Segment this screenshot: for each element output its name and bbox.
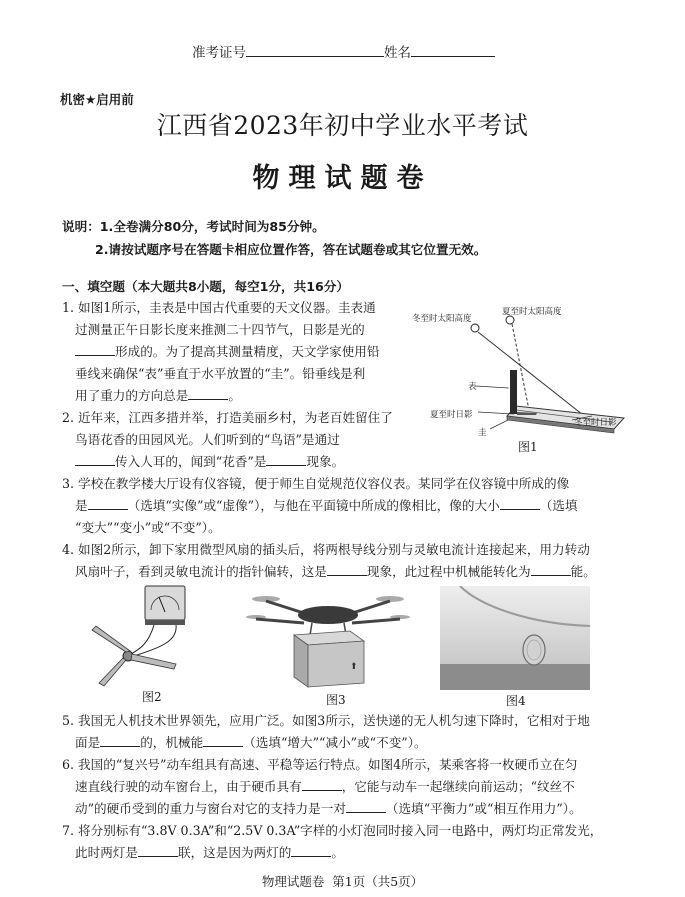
- q3-line-1: 3. 学校在教学楼大厅设有仪容镜，便于师生自觉规范仪容仪表。某同学在仪容镜中所成的像: [62, 476, 570, 491]
- summer-shadow-label: 夏至时日影: [430, 410, 473, 420]
- coin-icon: [523, 635, 545, 665]
- fan-blade-1: [92, 626, 130, 652]
- figure-3-caption: 图3: [326, 693, 346, 707]
- arm-4: [352, 619, 400, 623]
- secret-label: 机密★启用前: [60, 92, 134, 107]
- gui-pointer: [490, 420, 508, 429]
- section-1-title: 一、填空题（本大题共8小题，每空1分，共16分）: [62, 279, 349, 294]
- name-field[interactable]: [411, 40, 495, 57]
- q3-blank-2[interactable]: [500, 495, 540, 510]
- windowsill: [440, 664, 590, 690]
- q1-line-4: 垂线来确保“表”垂直于水平放置的“圭”。铅垂线是利: [75, 366, 366, 381]
- q6-blank-1[interactable]: [302, 776, 342, 791]
- galvanometer-base: [145, 620, 185, 625]
- q4-line-2-end: 能。: [570, 564, 596, 579]
- page-footer: 物理试题卷 第1页（共5页）: [261, 874, 424, 889]
- q5-blank-1[interactable]: [100, 732, 140, 747]
- ticket-number-label: 准考证号: [192, 45, 246, 61]
- figure-4-caption: 图4: [506, 694, 526, 708]
- fan-galvanometer-image: [88, 580, 228, 688]
- wire-1: [131, 625, 154, 654]
- fan-blade-3: [99, 658, 126, 686]
- figure-4: [440, 586, 590, 710]
- summer-sun-icon: [506, 316, 514, 324]
- q4-line-1: 4. 如图2所示，卸下家用微型风扇的插头后，将两根导线分别与灵敏电流计连接起来，用力转动: [62, 542, 590, 557]
- question-1: [62, 297, 379, 407]
- gui-label: 圭: [478, 428, 487, 438]
- notes-line-2: 2.请按试题序号在答题卡相应位置作答，答在试题卷或其它位置无效。: [95, 242, 487, 257]
- notes-line-1: 1.全卷满分80分，考试时间为85分钟。: [99, 219, 325, 234]
- q2-line-2: 鸟语花香的田园风光。人们听到的“鸟语”是通过: [75, 432, 340, 447]
- notes-label: 说明：: [62, 219, 100, 234]
- q7-line-2-mid: 联，这是因为两灯的: [177, 845, 292, 860]
- question-6: [62, 754, 582, 820]
- question-3: [62, 473, 577, 539]
- q3-blank-1[interactable]: [88, 495, 128, 510]
- q4-line-2-mid: 现象，此过程中机械能转化为: [366, 564, 531, 579]
- q7-line-1: 7. 将分别标有“3.8V 0.3A”和“2.5V 0.3A”字样的小灯泡同时接入同一电路中，两灯均正常发光，: [62, 823, 603, 838]
- q3-line-2-end: （选填: [539, 498, 578, 513]
- q3-line-2-mid: （选填“实像”或“虚像”），与他在平面镜中所成的像相比，像的大小: [127, 498, 500, 513]
- q7-line-2: 此时两灯是: [75, 845, 138, 860]
- figure-2: [88, 580, 228, 708]
- exam-id-header: [192, 40, 495, 61]
- q7-blank-2[interactable]: [291, 842, 331, 857]
- q1-line-3: 形成的。为了提高其测量精度，天文学家使用铅: [115, 344, 380, 359]
- question-4: [62, 539, 596, 583]
- q2-line-3-end: 现象。: [306, 454, 345, 469]
- notes: [62, 215, 486, 261]
- delivery-drone-image: [238, 583, 418, 689]
- q6-line-2: 速直线行驶的动车窗台上，由于硬币具有: [75, 779, 302, 794]
- name-label: 姓名: [384, 45, 411, 61]
- q5-line-2-mid: 的，机械能: [140, 735, 204, 750]
- fan-blade-2: [131, 654, 176, 669]
- question-5: [62, 710, 590, 754]
- q4-blank-2[interactable]: [531, 561, 571, 576]
- q5-line-2-end: （选填“增大”“减小”或“不变”）。: [243, 735, 427, 750]
- q1-line-2: 过测量正午日影长度来推测二十四节气，日影是光的: [75, 322, 365, 337]
- q1-blank-1[interactable]: [75, 341, 115, 356]
- question-2: [62, 407, 393, 473]
- winter-sun-icon: [471, 324, 479, 332]
- q2-blank-1[interactable]: [75, 451, 115, 466]
- q6-blank-2[interactable]: [346, 798, 386, 813]
- q3-line-3: “变大”“变小”或“不变”）。: [75, 520, 221, 535]
- exam-title: 江西省2023年初中学业水平考试: [156, 111, 529, 140]
- winter-sun-label: 冬至时太阳高度: [412, 314, 472, 324]
- svg-text:⬆: ⬆: [350, 662, 358, 672]
- wire-2: [134, 625, 176, 656]
- biao-label: 表: [468, 382, 477, 392]
- q6-line-1: 6. 我国的“复兴号”动车组具有高速、平稳等运行特点。如图4所示，某乘客将一枚硬币立在匀: [62, 757, 578, 772]
- biao-pole: [510, 370, 517, 414]
- q7-line-2-end: 。: [331, 845, 344, 860]
- q6-line-3-end: （选填“平衡力”或“相互作用力”）。: [385, 801, 582, 816]
- q2-line-1: 2. 近年来，江西多措并举，打造美丽乡村，为老百姓留住了: [62, 410, 393, 425]
- summer-sun-label: 夏至时太阳高度: [502, 307, 562, 317]
- q6-line-3: 动”的硬币受到的重力与窗台对它的支持力是一对: [75, 801, 346, 816]
- q6-line-2-end: ，它能与动车一起继续向前运动；“纹丝不: [341, 779, 575, 794]
- q2-line-3: 传入人耳的，闻到“花香”是: [115, 454, 267, 469]
- question-7: [62, 820, 602, 864]
- biao-pointer: [476, 386, 509, 388]
- q1-line-1: 1. 如图1所示，圭表是中国古代重要的天文仪器。圭表通: [62, 300, 376, 315]
- galvanometer-icon: [145, 586, 185, 620]
- figure-1: [412, 298, 632, 458]
- paper-title: 物理试题卷: [252, 163, 433, 194]
- q5-blank-2[interactable]: [203, 732, 243, 747]
- ticket-number-field[interactable]: [246, 40, 384, 57]
- coin-on-windowsill-image: [440, 586, 590, 690]
- q1-blank-2[interactable]: [188, 385, 228, 400]
- q1-line-5-end: 。: [228, 388, 241, 403]
- q5-line-1: 5. 我国无人机技术世界领先，应用广泛。如图3所示，送快递的无人机匀速下降时，它相对于地: [62, 713, 590, 728]
- q7-blank-1[interactable]: [138, 842, 178, 857]
- q4-line-2: 风扇叶子，看到灵敏电流计的指针偏转，这是: [75, 564, 327, 579]
- summer-shadow-pointer: [478, 412, 514, 414]
- q4-blank-1[interactable]: [327, 561, 367, 576]
- winter-shadow-label: 冬至时日影: [574, 418, 617, 428]
- q2-blank-2[interactable]: [266, 451, 306, 466]
- q5-line-2: 面是: [75, 735, 101, 750]
- figure-2-caption: 图2: [142, 690, 162, 704]
- q3-line-2: 是: [75, 498, 88, 513]
- drone-body-icon: [298, 606, 358, 624]
- drone-leg-1: [310, 623, 312, 635]
- figure-3: [238, 583, 418, 709]
- q1-line-5: 用了重力的方向总是: [75, 388, 189, 403]
- arm-3: [256, 619, 304, 623]
- figure-1-caption: 图1: [518, 440, 538, 454]
